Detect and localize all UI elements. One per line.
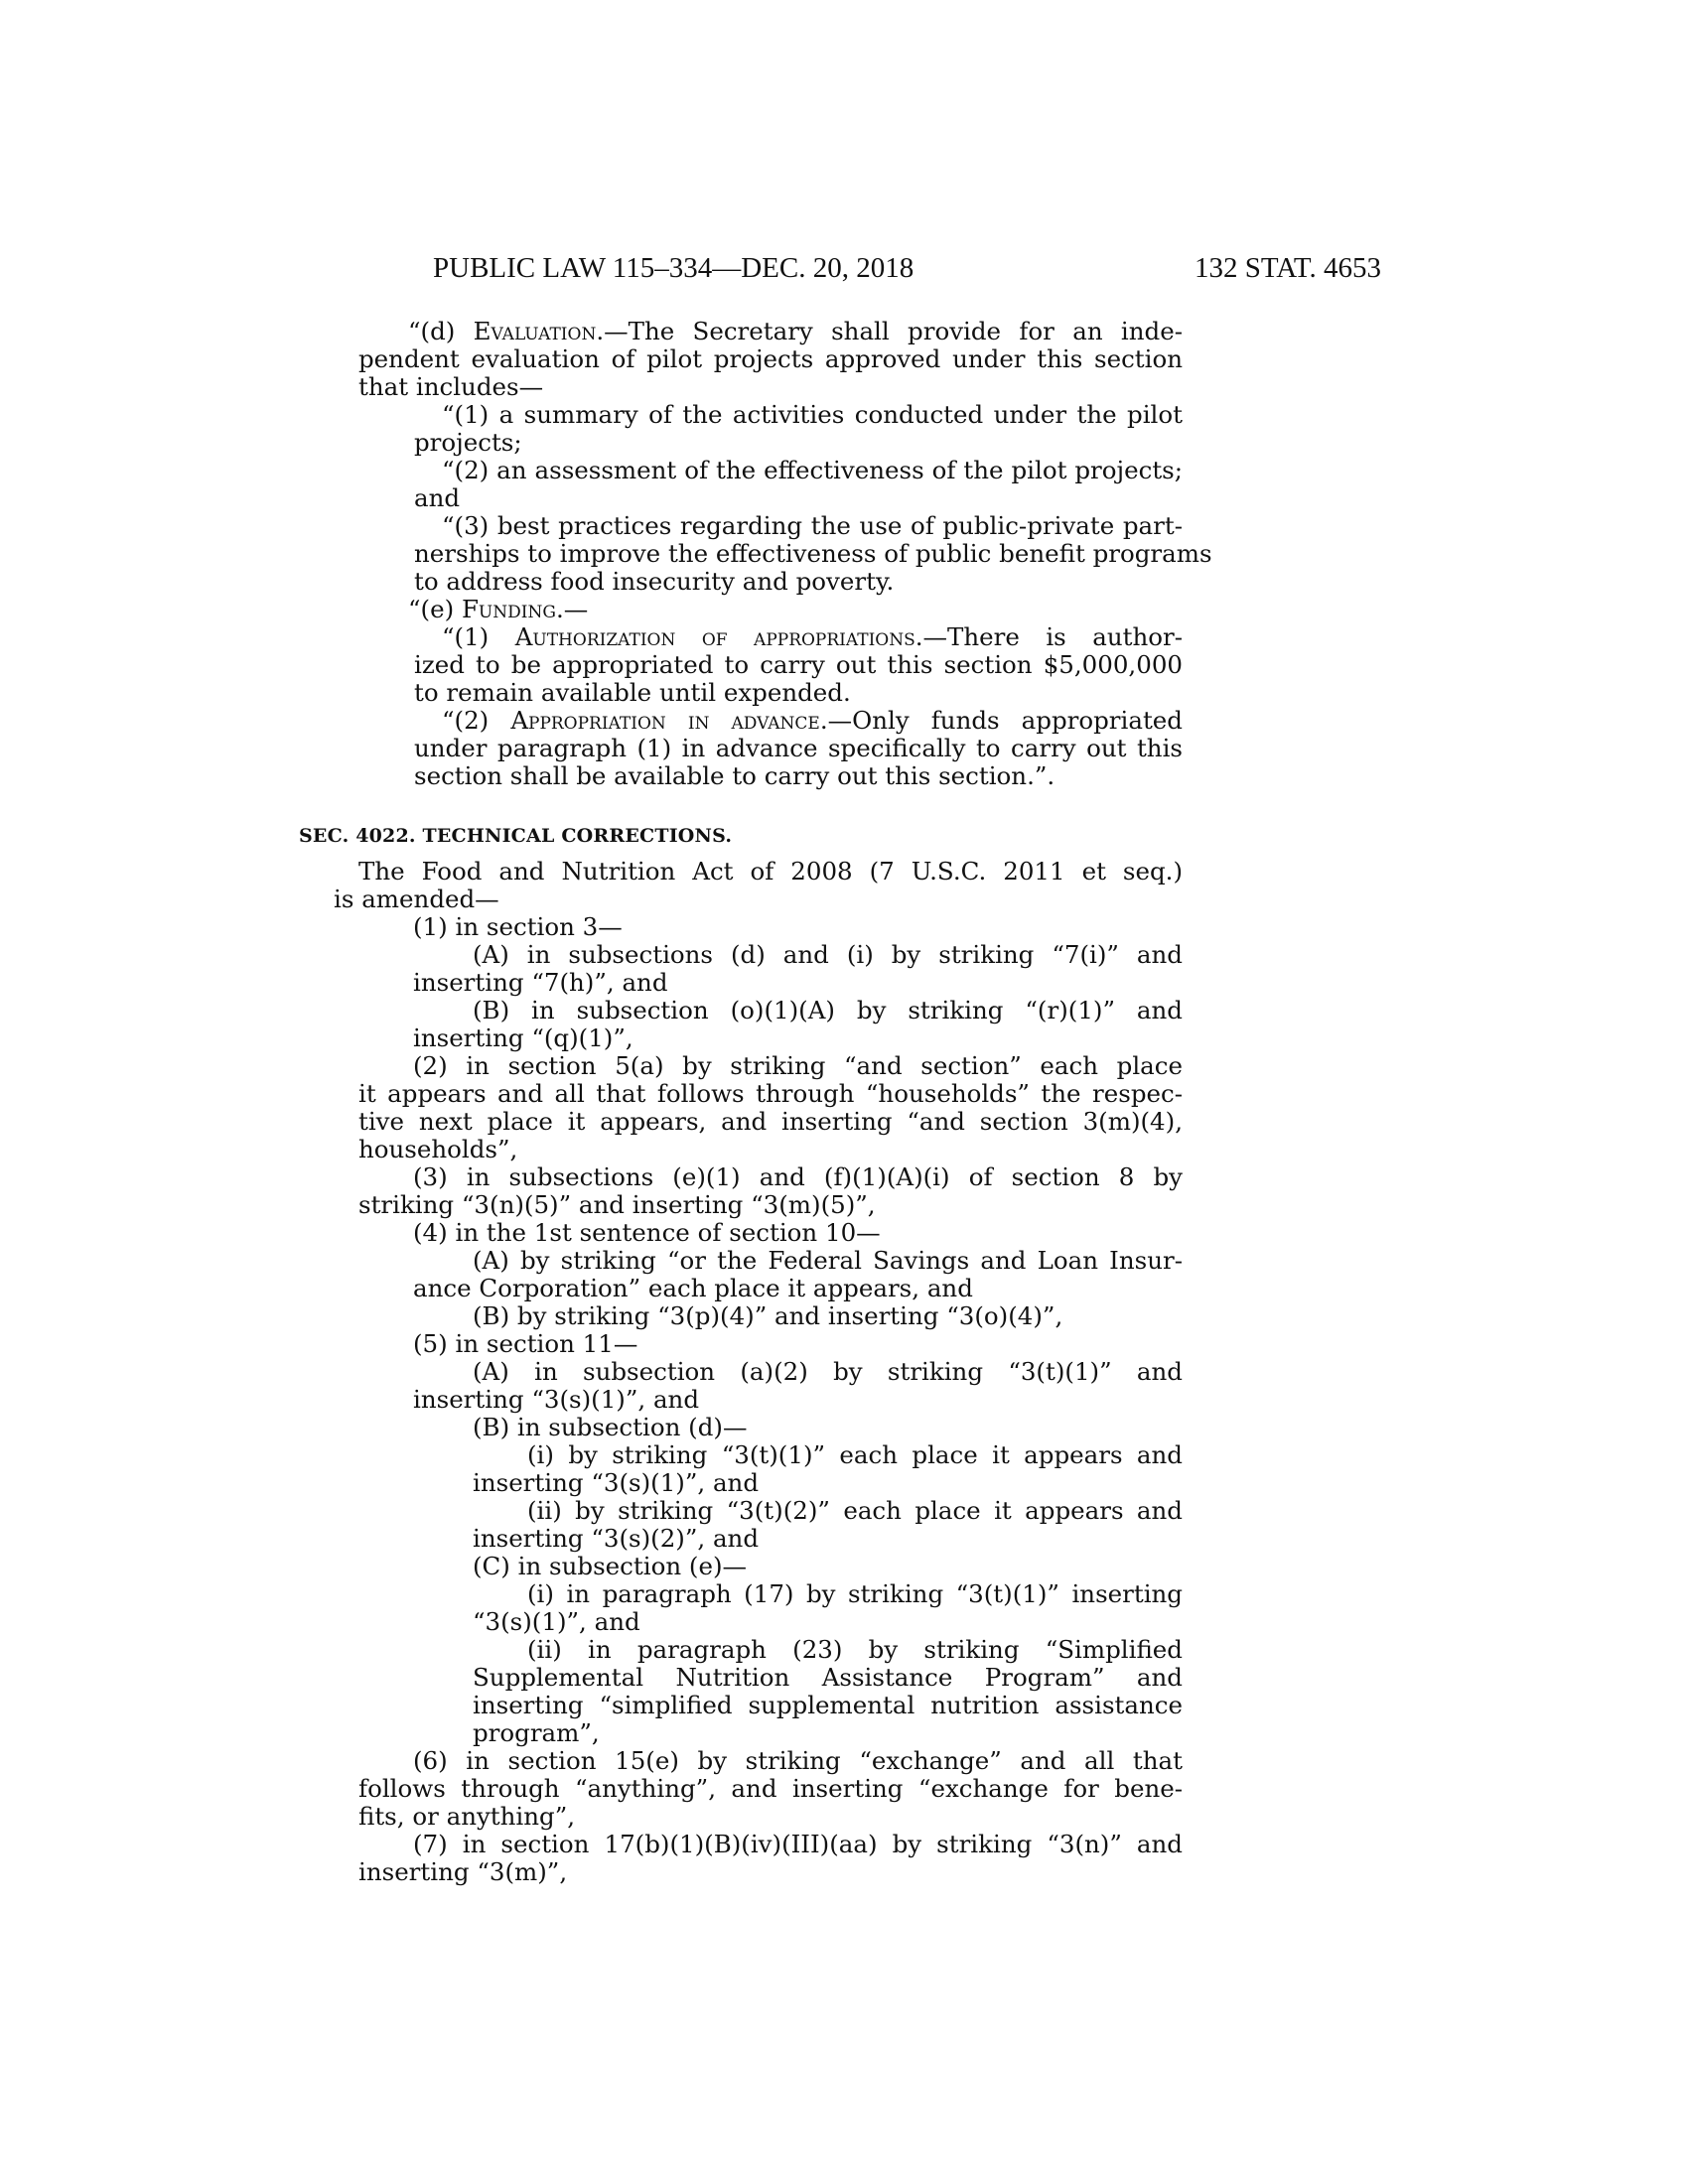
line-text: (6) in section 15(e) by striking “exchange” and all that [413, 1746, 1183, 1775]
text-line [442, 401, 1183, 429]
text-line [473, 1553, 1183, 1580]
text-line [527, 1441, 1183, 1469]
line-text: (1) in section 3— [413, 912, 623, 941]
section-heading [299, 822, 1183, 850]
line-text: projects; [414, 428, 522, 457]
line-text: it appears and all that follows through “households” the respec- [358, 1079, 1183, 1108]
text-line [527, 1580, 1183, 1608]
line-text: inserting “3(s)(1)”, and [413, 1385, 700, 1414]
text-line [408, 596, 1183, 623]
line-text: tive next place it appears, and inserting “and section 3(m)(4), [358, 1107, 1183, 1136]
running-header [433, 252, 1381, 292]
line-text-continued: .— [555, 595, 589, 623]
text-line [442, 707, 1183, 735]
small-caps-heading: Evaluation [473, 317, 597, 345]
line-text: “(2) [442, 706, 511, 735]
line-text: (ii) by striking “3(t)(2)” each place it appears and [527, 1496, 1183, 1525]
line-text: (3) in subsections (e)(1) and (f)(1)(A)(i) of section 8 by [413, 1162, 1183, 1191]
text-line [414, 539, 1212, 568]
text-line [442, 512, 1183, 540]
text-line [414, 762, 1183, 790]
text-line [473, 997, 1183, 1024]
text-line [413, 1275, 1183, 1302]
text-line [413, 1386, 1183, 1414]
text-line [473, 1469, 1183, 1497]
line-text: (A) in subsections (d) and (i) by striking “7(i)” and [473, 940, 1183, 969]
line-text: to address food insecurity and poverty. [414, 567, 895, 596]
line-text: “(2) an assessment of the effectiveness of the pilot projects; [442, 456, 1183, 484]
text-line [414, 679, 1183, 707]
line-text: The Food and Nutrition Act of 2008 (7 U.S.C. 2011 et seq.) [358, 857, 1183, 886]
line-text: “(d) [408, 317, 474, 345]
line-text: SEC. 4022. TECHNICAL CORRECTIONS. [299, 825, 733, 847]
text-line [442, 623, 1183, 651]
line-text: (i) in paragraph (17) by striking “3(t)(1)” inserting [527, 1579, 1183, 1608]
text-line [473, 941, 1183, 969]
text-line [414, 568, 1183, 596]
text-line [414, 484, 1183, 512]
line-text-continued: .—Only funds appropriated [819, 706, 1183, 735]
line-text: (2) in section 5(a) by striking “and section” each place [413, 1051, 1183, 1080]
line-text: striking “3(n)(5)” and inserting “3(m)(5)”, [358, 1190, 876, 1219]
line-text: follows through “anything”, and inserting “exchange for bene- [358, 1774, 1183, 1803]
text-line [358, 373, 1183, 401]
line-text: inserting “3(s)(1)”, and [473, 1468, 760, 1497]
line-text-continued: .—There is author- [914, 622, 1183, 651]
text-line [413, 1747, 1183, 1775]
text-line [413, 1831, 1183, 1858]
text-line [527, 1636, 1183, 1664]
text-line [414, 651, 1183, 679]
text-line [442, 457, 1183, 484]
line-text: inserting “(q)(1)”, [413, 1024, 633, 1052]
text-line [413, 1024, 1183, 1052]
line-text: (A) by striking “or the Federal Savings and Loan Insur- [473, 1246, 1183, 1275]
text-line [408, 318, 1183, 345]
line-text-continued: .—The Secretary shall provide for an inde- [596, 317, 1183, 345]
line-text: inserting “simplified supplemental nutrition assistance [473, 1691, 1183, 1719]
line-text: under paragraph (1) in advance specifically to carry out this [414, 734, 1183, 762]
line-text: “(3) best practices regarding the use of public-private part- [442, 511, 1183, 540]
text-line [527, 1497, 1183, 1525]
line-text: (B) in subsection (o)(1)(A) by striking “(r)(1)” and [473, 996, 1183, 1024]
line-text: section shall be available to carry out this section.”. [414, 761, 1055, 790]
text-line [334, 886, 1183, 913]
line-text: is amended— [334, 885, 499, 913]
line-text: inserting “3(m)”, [358, 1857, 568, 1886]
text-line [413, 1219, 1183, 1247]
line-text: to remain available until expended. [414, 678, 851, 707]
line-text: nerships to improve the effectiveness of public benefit programs [414, 539, 1212, 568]
text-line [358, 1803, 1183, 1831]
line-text: (ii) in paragraph (23) by striking “Simplified [527, 1635, 1183, 1664]
small-caps-heading: Authorization of appropriations [514, 622, 915, 651]
text-line [473, 1692, 1183, 1719]
line-text: inserting “3(s)(2)”, and [473, 1524, 760, 1553]
line-text: “(1) [442, 622, 515, 651]
line-text: (7) in section 17(b)(1)(B)(iv)(III)(aa) by striking “3(n)” and [413, 1830, 1183, 1858]
text-line [473, 1608, 1183, 1636]
line-text: fits, or anything”, [358, 1802, 576, 1831]
text-line [413, 1163, 1183, 1191]
text-line [413, 969, 1183, 997]
text-line [358, 1108, 1183, 1136]
text-line [473, 1525, 1183, 1553]
text-line [358, 1858, 1183, 1886]
text-line [414, 735, 1183, 762]
line-text: (B) by striking “3(p)(4)” and inserting “3(o)(4)”, [473, 1301, 1063, 1330]
line-text: (i) by striking “3(t)(1)” each place it appears and [527, 1440, 1183, 1469]
text-line [473, 1414, 1183, 1441]
public-law-citation: PUBLIC LAW 115–334—DEC. 20, 2018 [433, 252, 914, 284]
line-text: (4) in the 1st sentence of section 10— [413, 1218, 881, 1247]
line-text: (B) in subsection (d)— [473, 1413, 748, 1441]
line-text: “(e) [408, 595, 462, 623]
text-line [358, 1136, 1183, 1163]
line-text: and [414, 483, 461, 512]
line-text: program”, [473, 1718, 600, 1747]
line-text: ized to be appropriated to carry out this section $5,000,000 [414, 650, 1183, 679]
text-line [473, 1302, 1183, 1330]
line-text: that includes— [358, 372, 544, 401]
small-caps-heading: Funding [461, 595, 556, 623]
small-caps-heading: Appropriation in advance [510, 706, 820, 735]
text-line [473, 1719, 1183, 1747]
text-line [358, 345, 1183, 373]
line-text: (A) in subsection (a)(2) by striking “3(t)(1)” and [473, 1357, 1183, 1386]
text-line [473, 1247, 1183, 1275]
line-text: “(1) a summary of the activities conducted under the pilot [442, 400, 1183, 429]
text-line [473, 1664, 1183, 1692]
line-text: (C) in subsection (e)— [473, 1552, 747, 1580]
text-line [358, 1775, 1183, 1803]
text-line [414, 429, 1183, 457]
line-text: inserting “7(h)”, and [413, 968, 668, 997]
line-text: ance Corporation” each place it appears, and [413, 1274, 973, 1302]
statute-page-number: 132 STAT. 4653 [1194, 252, 1381, 284]
line-text: (5) in section 11— [413, 1329, 638, 1358]
line-text: Supplemental Nutrition Assistance Program” and [473, 1663, 1183, 1692]
text-line [413, 1052, 1183, 1080]
text-line [473, 1358, 1183, 1386]
line-text: “3(s)(1)”, and [473, 1607, 640, 1636]
text-line [413, 1330, 1183, 1358]
text-line [358, 858, 1183, 886]
text-line [358, 1191, 1183, 1219]
line-text: households”, [358, 1135, 518, 1163]
line-text: pendent evaluation of pilot projects approved under this section [358, 344, 1183, 373]
text-line [413, 913, 1183, 941]
text-line [358, 1080, 1183, 1108]
